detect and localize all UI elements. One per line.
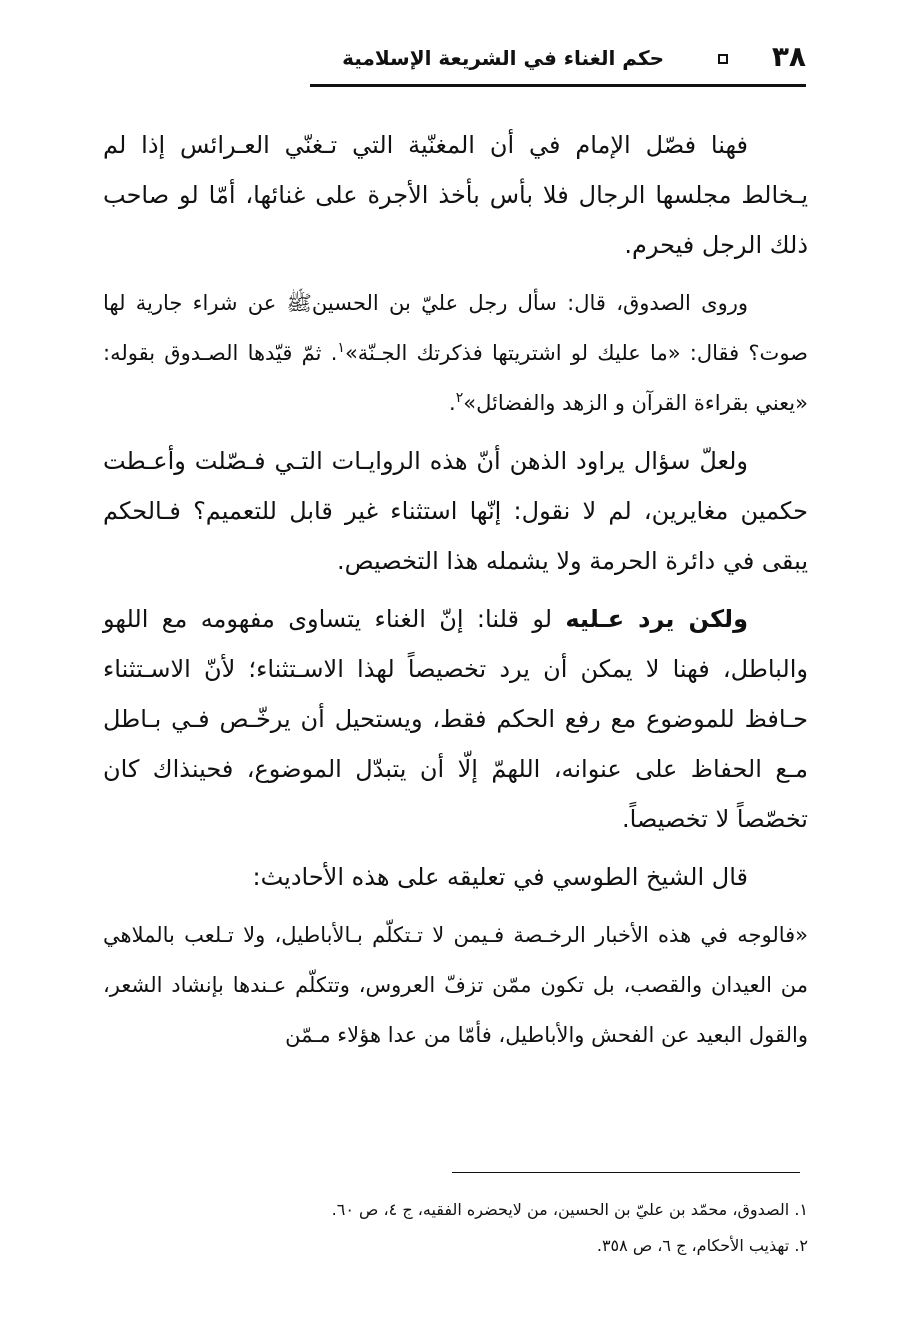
paragraph-2-end: . [449, 391, 456, 415]
paragraph-4-bold-lead: ولكن يرد عـليه [565, 605, 748, 633]
paragraph-4-rest: لو قلنا: إنّ الغناء يتساوى مفهومه مع اللهو والباطل، فهنا لا يمكن أن يرد تخصيصاً لهذا الاسـتثناء؛ لأنّ الاسـتثناء حـافظ للموضوع مع رفع الحكم فقط، ويستحيل أن يرخّـص فـي بـاطل مـع الحفاظ على عنوانه، اللهمّ إلّا أن يتبدّل الموضوع، فحينذاك كان تخصّصاً لا تخصيصاً. [103, 605, 808, 833]
paragraph-2-tail: . ثمّ قيّدها الصـدوق بقوله: «يعني بقراءة القرآن و الزهد والفضائل» [103, 341, 808, 415]
footnote-ref-1[interactable]: ١ [337, 340, 345, 356]
main-text [103, 120, 808, 1068]
page-number: ٣٨ [771, 40, 806, 73]
page-header [310, 36, 806, 82]
paragraph-6-quote: «فالوجه في هذه الأخبار الرخـصة فـيمن لا تـتكلّم بـالأباطيل، ولا تـلعب بالملاهي من العيدان والقصب، بل تكون ممّن تزفّ العروس، وتتكلّم عـندها بإنشاد الشعر، والقول البعيد عن الفحش والأباطيل، فأمّا من عدا هؤلاء مـمّن [103, 923, 808, 1047]
paragraph-1: فهنا فصّل الإمام في أن المغنّية التي تـغنّي العـرائس إذا لم يـخالط مجلسها الرجال فلا بأس بأخذ الأجرة على غنائها، أمّا لو صاحب ذلك الرجل فيحرم. [103, 131, 808, 259]
footnotes [220, 1192, 808, 1264]
running-title: حكم الغناء في الشريعة الإسلامية [342, 46, 664, 70]
footnote-rule [452, 1172, 800, 1173]
paragraph-4 [103, 594, 808, 844]
paragraph-5: قال الشيخ الطوسي في تعليقه على هذه الأحاديث: [252, 863, 748, 891]
header-rule [310, 84, 806, 87]
footnote-ref-2[interactable]: ٢ [455, 390, 464, 406]
header-square-ornament [718, 54, 728, 64]
footnote-1: ١. الصدوق، محمّد بن عليّ بن الحسين، من لايحضره الفقيه، ج ٤، ص ٦٠. [331, 1200, 808, 1219]
footnote-2: ٢. تهذيب الأحكام، ج ٦، ص ٣٥٨. [596, 1236, 808, 1255]
paragraph-2-main: وروى الصدوق، قال: سأل رجل عليّ بن الحسينﷺ عن شراء جارية لها صوت؟ فقال: «ما عليك لو اشتريتها فذكرتك الجـنّة» [103, 291, 808, 365]
paragraph-3: ولعلّ سؤال يراود الذهن أنّ هذه الروايـات التـي فـصّلت وأعـطت حكمين مغايرين، لم لا نقول: إنّها استثناء غير قابل للتعميم؟ فـالحكم يبقى في دائرة الحرمة ولا يشمله هذا التخصيص. [103, 447, 808, 575]
paragraph-2 [103, 278, 808, 428]
